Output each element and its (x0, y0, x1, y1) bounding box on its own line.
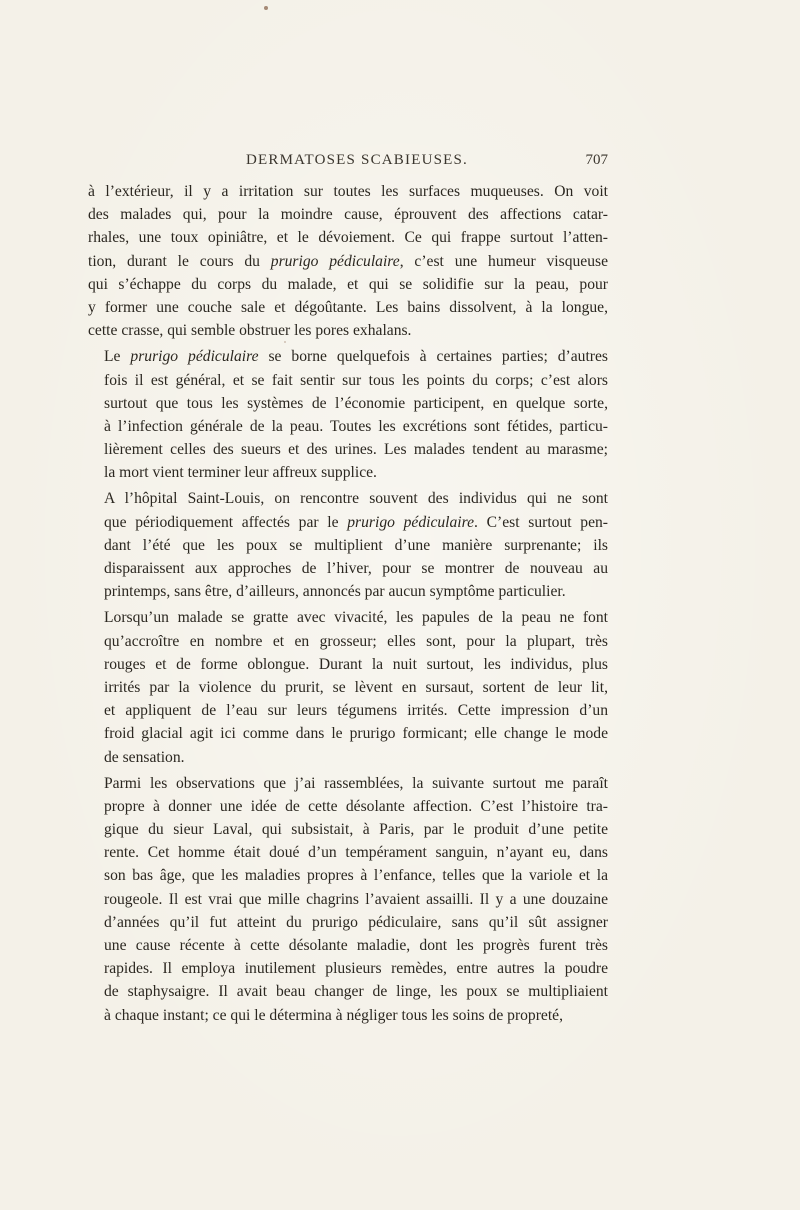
text-segment: printemps, sans être, d’ailleurs, annoncés par aucun symptôme particulier. (104, 583, 566, 601)
text-segment: se borne quelquefois à certaines parties; d’autres (258, 348, 608, 366)
text-segment: dant l’été que les poux se multiplient d’une manière surprenante; ils (104, 536, 608, 554)
text-segment: rougeole. Il est vrai que mille chagrins l’avaient assailli. Il y a une douzaine (104, 890, 608, 908)
text-line (88, 1004, 608, 1027)
text-line (88, 699, 608, 722)
text-line (88, 438, 608, 461)
text-line (88, 392, 608, 415)
text-line (88, 534, 608, 557)
italic-term: prurigo pédiculaire (347, 513, 475, 531)
text-line (88, 606, 608, 629)
text-line (88, 911, 608, 934)
text-segment: de staphysaigre. Il avait beau changer de linge, les poux se multipliaient (104, 983, 608, 1001)
text-line (88, 772, 608, 795)
text-line (88, 888, 608, 911)
text-segment: des malades qui, pour la moindre cause, éprouvent des affections catar- (88, 206, 608, 224)
page-number: 707 (585, 152, 608, 168)
text-line (88, 487, 608, 510)
text-line (88, 319, 608, 342)
text-segment: y former une couche sale et dégoûtante. Les bains dissolvent, à la longue, (88, 298, 608, 316)
text-line (88, 273, 608, 296)
text-segment: la mort vient terminer leur affreux supplice. (104, 464, 377, 482)
text-segment: rouges et de forme oblongue. Durant la nuit surtout, les individus, plus (104, 655, 608, 673)
text-line (88, 369, 608, 392)
text-segment: gique du sieur Laval, qui subsistait, à Paris, par le produit d’une petite (104, 821, 608, 839)
text-segment: à l’extérieur, il y a irritation sur toutes les surfaces muqueuses. On voit (88, 183, 608, 200)
text-line (88, 511, 608, 534)
text-segment: froid glacial agit ici comme dans le prurigo formicant; elle change le mode (104, 725, 608, 743)
text-segment: disparaissent aux approches de l’hiver, pour se montrer de nouveau au (104, 560, 608, 577)
text-line (88, 345, 608, 368)
text-segment: et appliquent de l’eau sur leurs tégumens irrités. Cette impression d’un (104, 702, 608, 720)
text-segment: irrités par la violence du prurit, se lèvent en sursaut, sortent de leur lit, (104, 678, 608, 696)
text-line (88, 630, 608, 653)
paragraph (88, 180, 608, 342)
text-line (88, 296, 608, 319)
text-line (88, 557, 608, 580)
text-line (88, 653, 608, 676)
italic-term: prurigo pédiculaire (130, 348, 259, 366)
text-segment: surtout que tous les systèmes de l’économie participent, en quelque sorte, (104, 394, 608, 412)
text-segment: à l’infection générale de la peau. Toutes les excrétions sont fétides, particu- (104, 417, 608, 435)
text-line (88, 864, 608, 887)
text-segment: , c’est une humeur visqueuse (399, 252, 608, 270)
paragraph (88, 487, 608, 603)
text-segment: rapides. Il employa inutilement plusieurs remèdes, entre autres la poudre (104, 960, 608, 978)
text-line (88, 841, 608, 864)
paragraph (88, 345, 608, 484)
body-text (88, 180, 608, 1030)
text-segment: une cause récente à cette désolante maladie, dont les progrès furent très (104, 937, 608, 954)
text-segment: tion, durant le cours du (88, 252, 271, 270)
text-segment: qui s’échappe du corps du malade, et qui se solidifie sur la peau, pour (88, 275, 608, 293)
text-line (88, 226, 608, 249)
text-line (88, 980, 608, 1003)
text-segment: à chaque instant; ce qui le détermina à négliger tous les soins de propreté, (104, 1006, 563, 1024)
text-segment: Parmi les observations que j’ai rassemblées, la suivante surtout me paraît (104, 774, 608, 792)
text-line (88, 934, 608, 957)
text-line (88, 203, 608, 226)
text-segment: fois il est général, et se fait sentir sur tous les points du corps; c’est alors (104, 371, 608, 389)
text-segment: A l’hôpital Saint-Louis, on rencontre souvent des individus qui ne sont (104, 490, 608, 508)
text-line (88, 180, 608, 203)
text-line (88, 580, 608, 603)
text-segment: que périodiquement affectés par le (104, 513, 348, 531)
text-line (88, 415, 608, 438)
text-segment: cette crasse, qui semble obstruer les pores exhalans. (88, 322, 412, 340)
text-line (88, 250, 608, 273)
text-segment: d’années qu’il fut atteint du prurigo pédiculaire, sans qu’il sût assigner (104, 913, 608, 931)
text-line (88, 461, 608, 484)
text-segment: rente. Cet homme était doué d’un tempérament sanguin, n’ayant eu, dans (104, 844, 608, 862)
text-segment: Le (104, 348, 131, 366)
text-segment: son bas âge, que les maladies propres à l’enfance, telles que la variole et la (104, 867, 608, 885)
running-title: DERMATOSES SCABIEUSES. (246, 152, 469, 168)
text-segment: . C’est surtout pen- (474, 513, 608, 531)
text-segment: propre à donner une idée de cette désolante affection. C’est l’histoire tra- (104, 797, 608, 815)
italic-term: prurigo pédiculaire (270, 252, 400, 270)
text-segment: rhales, une toux opiniâtre, et le dévoiement. Ce qui frappe surtout l’atten- (88, 229, 608, 247)
text-segment: Lorsqu’un malade se gratte avec vivacité, les papules de la peau ne font (104, 609, 608, 627)
text-line (88, 957, 608, 980)
ink-speck (264, 6, 268, 10)
text-line (88, 676, 608, 699)
paragraph (88, 606, 608, 768)
paragraph (88, 772, 608, 1027)
text-line (88, 818, 608, 841)
running-header (88, 152, 608, 174)
text-segment: qu’accroître en nombre et en grosseur; elles sont, pour la plupart, très (104, 632, 608, 650)
text-segment: de sensation. (104, 748, 185, 766)
text-line (88, 722, 608, 745)
text-segment: lièrement celles des sueurs et des urines. Les malades tendent au marasme; (104, 441, 608, 459)
text-line (88, 746, 608, 769)
text-line (88, 795, 608, 818)
